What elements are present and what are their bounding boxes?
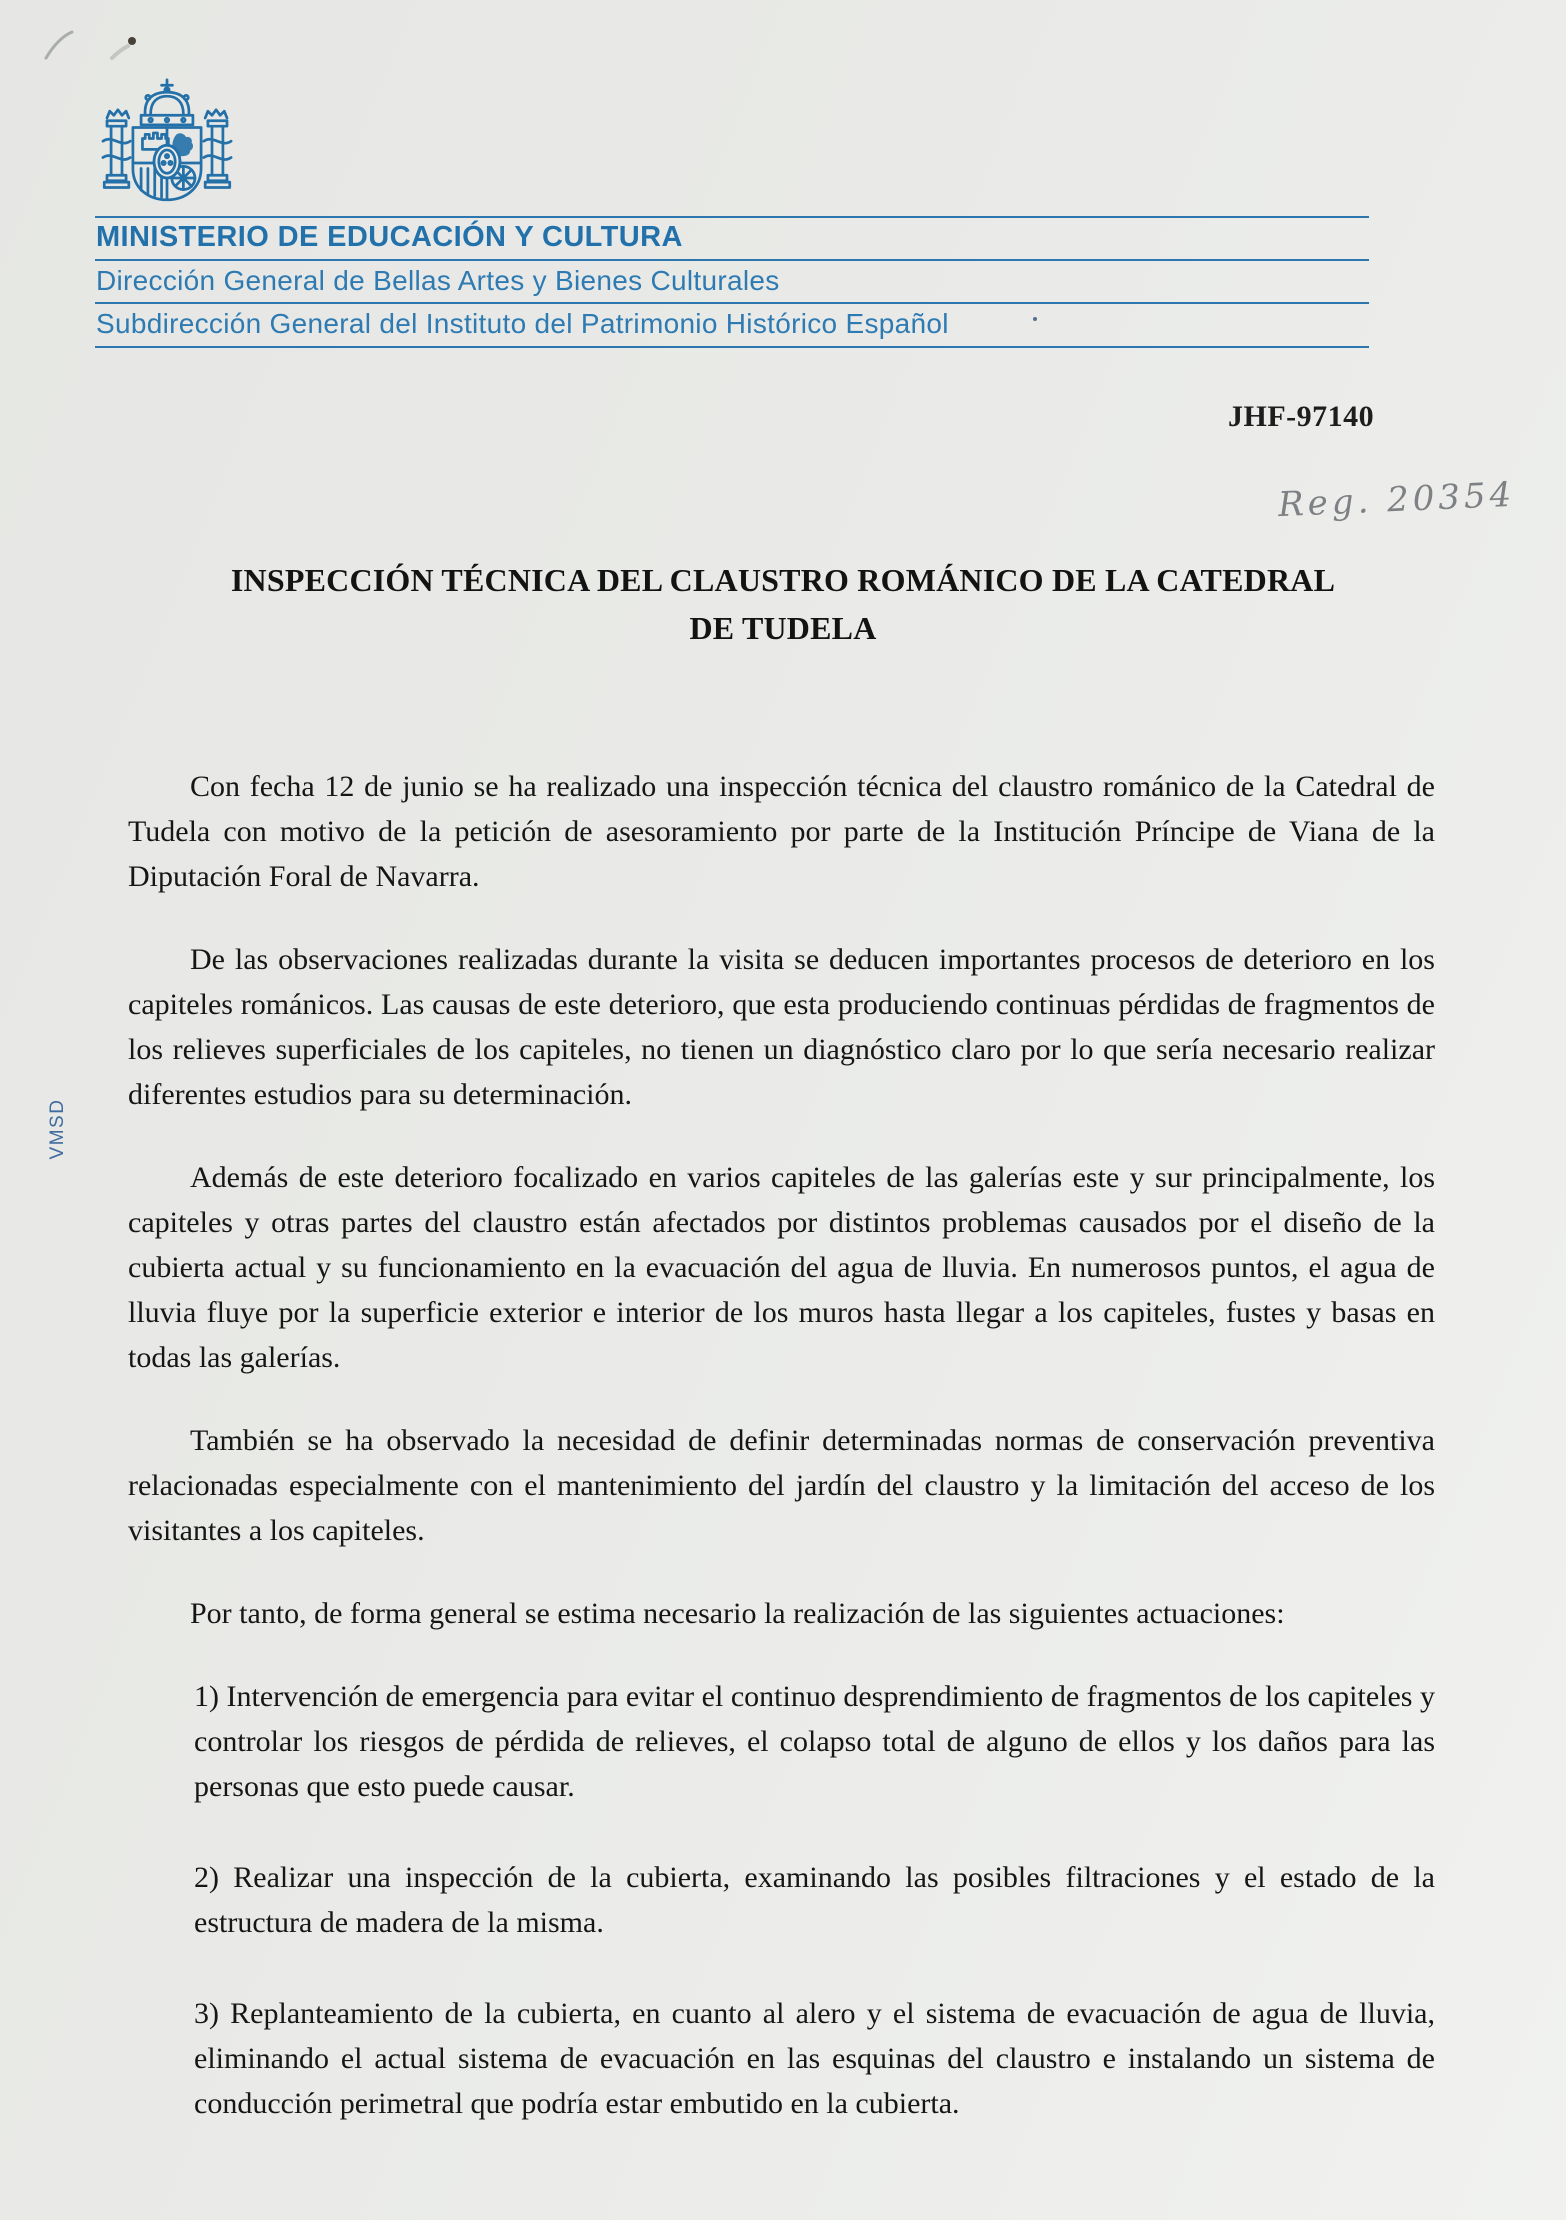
body-paragraph: Con fecha 12 de junio se ha realizado una inspección técnica del claustro románico de la Catedral de Tudela con motivo de la petición de asesoramiento por parte de la Institución Príncipe de Viana de la Diputación Foral de Navarra. [128, 770, 1435, 893]
directorate-name: Dirección General de Bellas Artes y Bienes Culturales [96, 265, 780, 296]
letterhead-divider [95, 302, 1369, 304]
letterhead-divider [95, 259, 1369, 261]
document-title: INSPECCIÓN TÉCNICA DEL CLAUSTRO ROMÁNICO DE LA CATEDRAL DE TUDELA [230, 562, 1336, 646]
action-item: 3) Replanteamiento de la cubierta, en cuanto al alero y el sistema de evacuación de agua de lluvia, eliminando el actual sistema de evacuación en las esquinas del claustro e instalando un sistema de conducción perimetral que podría estar embutido en la cubierta. [194, 1997, 1435, 2120]
letter-body [128, 764, 1435, 2172]
pen-mark-icon [28, 10, 158, 80]
body-paragraph: De las observaciones realizadas durante la visita se deducen importantes procesos de deterioro en los capiteles románicos. Las causas de este deterioro, que esta produciendo continuas pérdidas de fragmentos de los relieves superficiales de los capiteles, no tienen un diagnóstico claro por lo que sería necesario realizar diferentes estudios para su determinación. [128, 943, 1435, 1111]
margin-code-vmsd: VMSD [47, 1098, 68, 1160]
body-paragraph: También se ha observado la necesidad de definir determinadas normas de conservación preventiva relacionadas especialmente con el mantenimiento del jardín del claustro y la limitación del acceso de los visitantes a los capiteles. [128, 1424, 1435, 1547]
subdirectorate-name: Subdirección General del Instituto del Patrimonio Histórico Español [96, 308, 949, 339]
action-item: 2) Realizar una inspección de la cubierta, examinando las posibles filtraciones y el estado de la estructura de madera de la misma. [194, 1861, 1435, 1939]
scan-speck [1033, 317, 1037, 321]
action-item: 1) Intervención de emergencia para evitar el continuo desprendimiento de fragmentos de los capiteles y controlar los riesgos de pérdida de relieves, el colapso total de alguno de ellos y los daños para las personas que esto puede causar. [194, 1680, 1435, 1803]
letterhead-divider [95, 216, 1369, 218]
ministry-name: MINISTERIO DE EDUCACIÓN Y CULTURA [96, 221, 683, 253]
registry-handwritten-note: Reg. 20354 [1277, 474, 1517, 526]
body-paragraph: Por tanto, de forma general se estima necesario la realización de las siguientes actuaciones: [190, 1597, 1285, 1630]
spain-coat-of-arms-icon [92, 78, 242, 218]
letterhead-divider [95, 346, 1369, 348]
reference-code: JHF-97140 [1228, 400, 1375, 433]
action-list [194, 1674, 1435, 2126]
body-paragraph: Además de este deterioro focalizado en varios capiteles de las galerías este y sur principalmente, los capiteles y otras partes del claustro están afectados por distintos problemas causados por el diseño de la cubierta actual y su funcionamiento en la evacuación del agua de lluvia. En numerosos puntos, el agua de lluvia fluye por la superficie exterior e interior de los muros hasta llegar a los capiteles, fustes y basas en todas las galerías. [128, 1161, 1435, 1374]
